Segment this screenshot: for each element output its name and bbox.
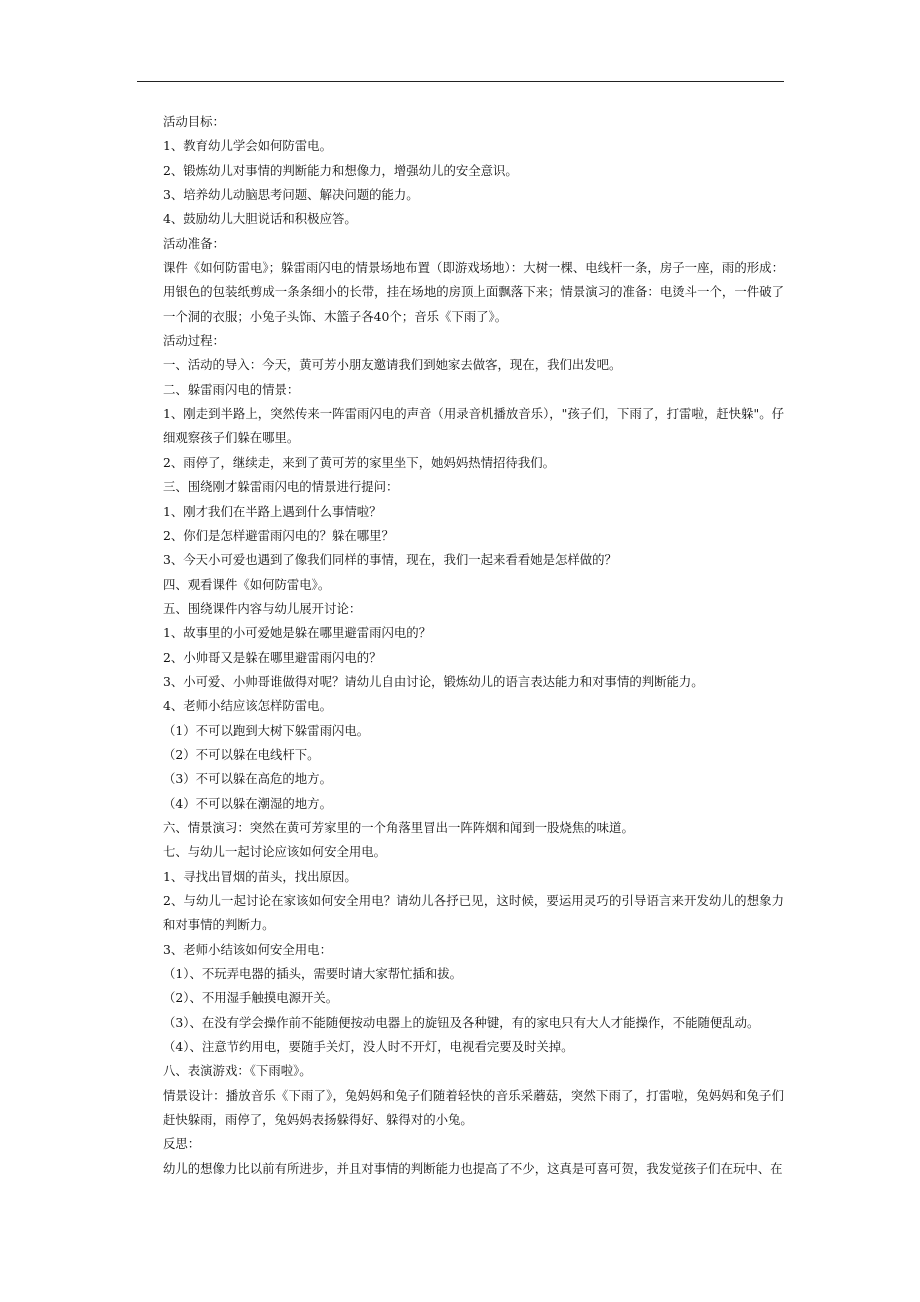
paragraph: （4）、注意节约用电，要随手关灯，没人时不开灯，电视看完要及时关掉。 [163,1039,574,1055]
paragraph: 3、小可爱、小帅哥谁做得对呢？请幼儿自由讨论，锻炼幼儿的语言表达能力和对事情的判断能力。 [163,673,704,689]
paragraph: 3、今天小可爱也遇到了像我们同样的事情，现在，我们一起来看看她是怎样做的？ [163,552,617,568]
paragraph: 1、教育幼儿学会如何防雷电。 [163,138,332,154]
paragraph: 八、表演游戏：《下雨啦》。 [163,1063,312,1079]
paragraph: （3）、在没有学会操作前不能随便按动电器上的旋钮及各种键，有的家电只有大人才能操作，不能随便乱动。 [163,1014,760,1030]
paragraph: （1）、不玩弄电器的插头，需要时请大家帮忙插和拔。 [163,966,463,982]
paragraph: （3）不可以躲在高危的地方。 [163,771,332,787]
paragraph: 3、培养幼儿动脑思考问题、解决问题的能力。 [163,187,419,203]
paragraph: 1、寻找出冒烟的苗头，找出原因。 [163,868,357,884]
paragraph: 五、围绕课件内容与幼儿展开讨论： [163,600,362,616]
paragraph: 反思： [163,1136,201,1152]
paragraph: 情景设计：播放音乐《下雨了》，兔妈妈和兔子们随着轻快的音乐采蘑菇，突然下雨了，打雷啦，兔妈妈和兔子们赶快躲雨，雨停了，兔妈妈表扬躲得好、躲得对的小兔。 [163,1087,784,1128]
paragraph: 1、刚才我们在半路上遇到什么事情啦？ [163,503,382,519]
paragraph: 2、你们是怎样避雷雨闪电的？躲在哪里？ [163,527,394,543]
paragraph: （4）不可以躲在潮湿的地方。 [163,795,332,811]
paragraph: 课件《如何防雷电》；躲雷雨闪电的情景场地布置（即游戏场地）：大树一棵、电线杆一条，房子一座，雨的形成：用银色的包装纸剪成一条条细小的长带，挂在场地的房顶上面飘落下来；情景演习的准备：电烫斗一个，一件破了一个洞的衣服；小兔子头饰、木篮子各40个；音乐《下雨了》。 [163,260,784,324]
paragraph: 三、围绕刚才躲雷雨闪电的情景进行提问： [163,479,399,495]
paragraph: 1、刚走到半路上，突然传来一阵雷雨闪电的声音（用录音机播放音乐），"孩子们，下雨了，打雷啦，赶快躲"。仔细观察孩子们躲在哪里。 [163,406,784,446]
paragraph: 活动准备： [163,235,225,251]
paragraph: 幼儿的想像力比以前有所进步，并且对事情的判断能力也提高了不少，这真是可喜可贺，我发觉孩子们在玩中、在 [163,1160,783,1176]
paragraph: 一、活动的导入：今天，黄可芳小朋友邀请我们到她家去做客，现在，我们出发吧。 [163,357,622,373]
paragraph: （2）、不用湿手触摸电源开关。 [163,990,339,1006]
paragraph: 1、故事里的小可爱她是躲在哪里避雷雨闪电的？ [163,625,432,641]
paragraph: 七、与幼儿一起讨论应该如何安全用电。 [163,844,387,860]
paragraph: 活动过程： [163,333,225,349]
paragraph: 活动目标： [163,114,225,129]
paragraph: 四、观看课件《如何防雷电》。 [163,576,331,592]
paragraph: 二、躲雷雨闪电的情景： [163,381,300,397]
paragraph: 2、与幼儿一起讨论在家该如何安全用电？请幼儿各抒已见，这时候，要运用灵巧的引导语言来开发幼儿的想象力和对事情的判断力。 [163,893,784,933]
document-body [137,110,784,1181]
paragraph: 六、情景演习：突然在黄可芳家里的一个角落里冒出一阵阵烟和闻到一股烧焦的味道。 [163,819,634,835]
paragraph: （2）不可以躲在电线杆下。 [163,746,320,762]
paragraph: 4、老师小结应该怎样防雷电。 [163,698,332,714]
paragraph: 2、锻炼幼儿对事情的判断能力和想像力，增强幼儿的安全意识。 [163,162,518,178]
paragraph: 4、鼓励幼儿大胆说话和积极应答。 [163,211,357,227]
paragraph: 2、小帅哥又是躲在哪里避雷雨闪电的？ [163,649,382,665]
paragraph: 3、老师小结该如何安全用电： [163,941,332,957]
paragraph: （1）不可以跑到大树下躲雷雨闪电。 [163,722,370,738]
header-rule [137,81,784,82]
paragraph: 2、雨停了，继续走，来到了黄可芳的家里坐下，她妈妈热情招待我们。 [163,454,555,470]
